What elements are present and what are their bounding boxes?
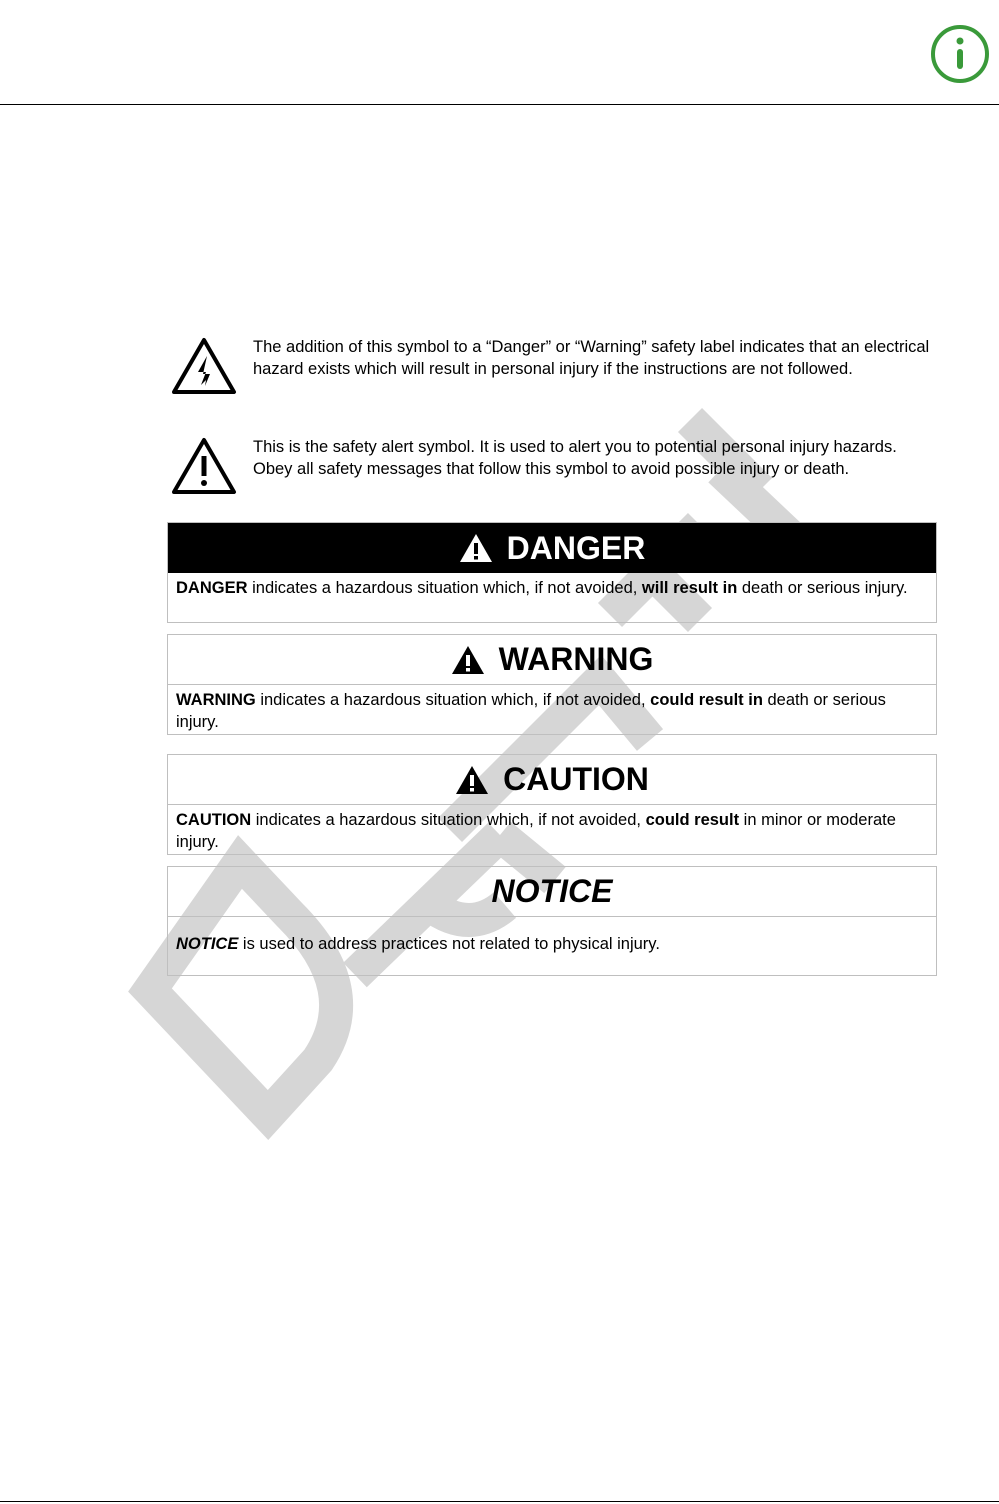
caution-title: CAUTION bbox=[503, 761, 649, 797]
danger-header bbox=[168, 523, 936, 573]
danger-description: DANGER indicates a hazardous situation which, if not avoided, will result in death or serious injury. bbox=[176, 579, 908, 597]
notice-term: NOTICE bbox=[176, 935, 239, 953]
caution-emphasis: could result bbox=[645, 811, 740, 829]
notice-description: NOTICE is used to address practices not related to physical injury. bbox=[176, 935, 660, 953]
safety-alert-icon bbox=[459, 533, 493, 563]
caution-box bbox=[167, 754, 937, 855]
safety-alert-icon bbox=[451, 645, 485, 675]
danger-term: DANGER bbox=[176, 579, 248, 597]
notice-box bbox=[167, 866, 937, 976]
electrical-symbol-text: The addition of this symbol to a “Danger” or “Warning” safety label indicates that an electrical hazard exists which will result in personal injury if the instructions are not followed. bbox=[253, 338, 930, 378]
warning-term: WARNING bbox=[176, 691, 256, 709]
footer-rule bbox=[0, 1501, 999, 1502]
warning-title: WARNING bbox=[498, 641, 654, 677]
caution-header bbox=[168, 755, 936, 805]
notice-title: NOTICE bbox=[491, 873, 613, 909]
warning-box bbox=[167, 634, 937, 735]
danger-box bbox=[167, 522, 937, 623]
danger-title: DANGER bbox=[506, 529, 646, 566]
warning-header bbox=[168, 635, 936, 685]
warning-description: WARNING indicates a hazardous situation which, if not avoided, could result in death or serious injury. bbox=[176, 691, 886, 731]
safety-alert-icon bbox=[170, 436, 238, 496]
danger-emphasis: will result in bbox=[641, 579, 738, 597]
caution-description: CAUTION indicates a hazardous situation which, if not avoided, could result in minor or moderate injury. bbox=[176, 811, 896, 851]
electrical-hazard-icon bbox=[170, 336, 238, 396]
alert-symbol-text: This is the safety alert symbol. It is used to alert you to potential personal injury hazards. Obey all safety messages that follow this symbol to avoid possible injury or death. bbox=[253, 438, 897, 478]
safety-alert-icon bbox=[455, 765, 489, 795]
notice-header bbox=[168, 867, 936, 917]
warning-emphasis: could result in bbox=[650, 691, 763, 709]
info-icon bbox=[930, 24, 990, 84]
caution-term: CAUTION bbox=[176, 811, 252, 829]
header-rule bbox=[0, 104, 999, 105]
